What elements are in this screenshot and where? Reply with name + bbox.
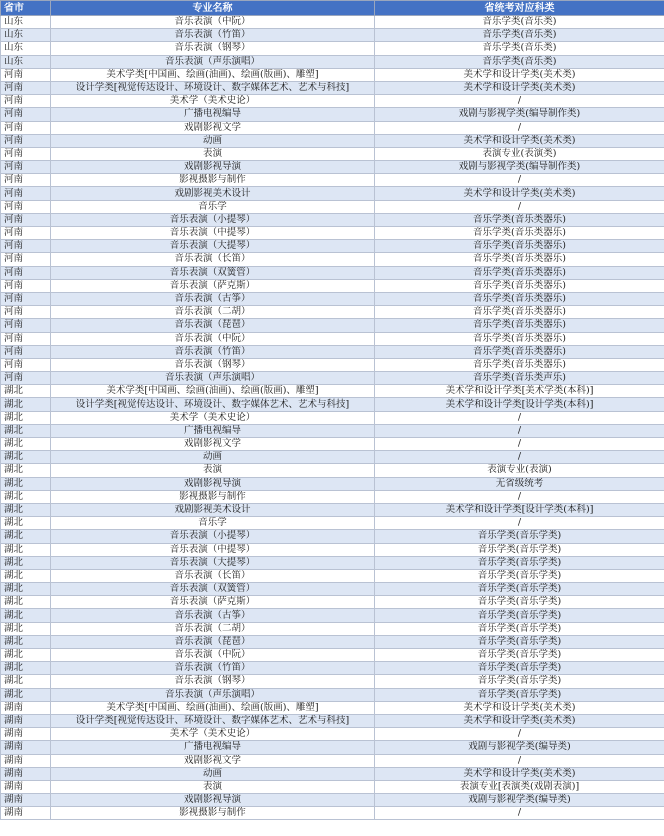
province-cell: 山东: [1, 16, 51, 29]
table-row: [1, 319, 664, 332]
province-cell: 湖北: [1, 596, 51, 609]
subject-cell: 美术学和设计学类(美术类): [375, 714, 664, 727]
table-row: [1, 622, 664, 635]
province-cell: 河南: [1, 213, 51, 226]
subject-cell: /: [375, 411, 664, 424]
major-cell: 音乐表演（声乐演唱）: [51, 688, 375, 701]
subject-cell: 音乐学类(音乐类器乐): [375, 306, 664, 319]
subject-cell: 音乐学类(音乐类): [375, 42, 664, 55]
table-row: [1, 398, 664, 411]
table-row: [1, 503, 664, 516]
province-cell: 河南: [1, 358, 51, 371]
table-row: [1, 68, 664, 81]
subject-cell: 表演专业(表演): [375, 464, 664, 477]
subject-cell: 音乐学类(音乐类器乐): [375, 345, 664, 358]
subject-cell: 美术学和设计学类(美术类): [375, 68, 664, 81]
major-cell: 影视摄影与制作: [51, 490, 375, 503]
province-cell: 河南: [1, 147, 51, 160]
subject-cell: /: [375, 754, 664, 767]
major-cell: 音乐表演（中阮）: [51, 16, 375, 29]
province-cell: 湖北: [1, 424, 51, 437]
subject-cell: 音乐学类(音乐学类): [375, 596, 664, 609]
major-cell: 设计学类[视觉传达设计、环境设计、数字媒体艺术、艺术与科技]: [51, 714, 375, 727]
major-cell: 音乐学: [51, 517, 375, 530]
table-row: [1, 596, 664, 609]
table-row: [1, 807, 664, 820]
major-cell: 设计学类[视觉传达设计、环境设计、数字媒体艺术、艺术与科技]: [51, 81, 375, 94]
province-cell: 湖北: [1, 622, 51, 635]
table-row: [1, 780, 664, 793]
table-row: [1, 609, 664, 622]
province-cell: 湖南: [1, 754, 51, 767]
table-row: [1, 29, 664, 42]
table-row: [1, 332, 664, 345]
table-row: [1, 279, 664, 292]
table-row: [1, 213, 664, 226]
major-cell: 戏剧影视文学: [51, 754, 375, 767]
table-row: [1, 662, 664, 675]
table-row: [1, 583, 664, 596]
table-row: [1, 569, 664, 582]
table-row: [1, 372, 664, 385]
major-cell: 音乐表演（钢琴）: [51, 675, 375, 688]
subject-cell: 音乐学类(音乐学类): [375, 556, 664, 569]
major-cell: 广播电视编导: [51, 108, 375, 121]
major-cell: 动画: [51, 767, 375, 780]
major-cell: 表演: [51, 780, 375, 793]
table-row: [1, 306, 664, 319]
table-row: [1, 767, 664, 780]
table-row: [1, 358, 664, 371]
subject-cell: 美术学和设计学类(美术类): [375, 767, 664, 780]
major-cell: 音乐表演（声乐演唱）: [51, 55, 375, 68]
subject-cell: 音乐学类(音乐类): [375, 29, 664, 42]
table-row: [1, 253, 664, 266]
subject-cell: 音乐学类(音乐类): [375, 55, 664, 68]
major-cell: 音乐表演（琵琶）: [51, 319, 375, 332]
subject-cell: 音乐学类(音乐学类): [375, 662, 664, 675]
table-row: [1, 543, 664, 556]
table-row: [1, 741, 664, 754]
table-row: [1, 161, 664, 174]
major-cell: 戏剧影视美术设计: [51, 503, 375, 516]
table-row: [1, 345, 664, 358]
province-cell: 湖北: [1, 556, 51, 569]
table-row: [1, 701, 664, 714]
subject-cell: 美术学和设计学类[设计学类(本科)]: [375, 398, 664, 411]
province-cell: 湖南: [1, 741, 51, 754]
table-row: [1, 147, 664, 160]
province-cell: 湖北: [1, 385, 51, 398]
major-cell: 广播电视编导: [51, 424, 375, 437]
major-cell: 表演: [51, 147, 375, 160]
subject-cell: /: [375, 200, 664, 213]
province-cell: 河南: [1, 345, 51, 358]
province-cell: 湖北: [1, 583, 51, 596]
province-cell: 湖南: [1, 807, 51, 820]
subject-cell: 音乐学类(音乐类): [375, 16, 664, 29]
subject-cell: 戏剧与影视学类(编导类): [375, 794, 664, 807]
table-row: [1, 517, 664, 530]
table-row: [1, 81, 664, 94]
table-row: [1, 227, 664, 240]
table-header-row: [1, 1, 664, 16]
table-row: [1, 292, 664, 305]
table-row: [1, 675, 664, 688]
province-cell: 河南: [1, 134, 51, 147]
major-cell: 广播电视编导: [51, 741, 375, 754]
major-cell: 音乐表演（古筝）: [51, 609, 375, 622]
subject-cell: 音乐学类(音乐学类): [375, 609, 664, 622]
subject-cell: 戏剧与影视学类(编导制作类): [375, 108, 664, 121]
subject-cell: 音乐学类(音乐类器乐): [375, 332, 664, 345]
major-cell: 戏剧影视文学: [51, 438, 375, 451]
major-cell: 音乐表演（竹笛）: [51, 662, 375, 675]
subject-cell: 音乐学类(音乐类器乐): [375, 253, 664, 266]
table-row: [1, 16, 664, 29]
province-cell: 湖南: [1, 728, 51, 741]
province-cell: 河南: [1, 227, 51, 240]
province-cell: 湖北: [1, 464, 51, 477]
subject-cell: /: [375, 174, 664, 187]
province-cell: 河南: [1, 95, 51, 108]
subject-cell: 美术学和设计学类[设计学类(本科)]: [375, 503, 664, 516]
table-row: [1, 464, 664, 477]
province-cell: 河南: [1, 121, 51, 134]
subject-cell: 音乐学类(音乐类器乐): [375, 213, 664, 226]
province-cell: 河南: [1, 306, 51, 319]
major-cell: 音乐表演（钢琴）: [51, 358, 375, 371]
major-cell: 音乐表演（小提琴）: [51, 530, 375, 543]
major-cell: 音乐表演（双簧管）: [51, 266, 375, 279]
major-cell: 音乐表演（琵琶）: [51, 635, 375, 648]
major-cell: 音乐表演（竹笛）: [51, 345, 375, 358]
subject-cell: /: [375, 517, 664, 530]
major-cell: 音乐表演（小提琴）: [51, 213, 375, 226]
table-row: [1, 688, 664, 701]
subject-cell: 音乐学类(音乐类器乐): [375, 279, 664, 292]
province-cell: 河南: [1, 279, 51, 292]
major-cell: 音乐表演（中阮）: [51, 649, 375, 662]
header-subject: 省统考对应科类: [375, 1, 664, 16]
major-cell: 音乐表演（竹笛）: [51, 29, 375, 42]
province-cell: 湖北: [1, 543, 51, 556]
province-cell: 河南: [1, 108, 51, 121]
major-cell: 戏剧影视文学: [51, 121, 375, 134]
subject-cell: 表演专业[表演类(戏剧表演)]: [375, 780, 664, 793]
province-cell: 湖北: [1, 635, 51, 648]
table-row: [1, 794, 664, 807]
major-cell: 动画: [51, 451, 375, 464]
major-cell: 影视摄影与制作: [51, 807, 375, 820]
province-cell: 湖北: [1, 477, 51, 490]
subject-cell: 美术学和设计学类(美术类): [375, 134, 664, 147]
major-cell: 音乐表演（大提琴）: [51, 240, 375, 253]
subject-cell: 音乐学类(音乐类器乐): [375, 292, 664, 305]
table-row: [1, 187, 664, 200]
table-row: [1, 754, 664, 767]
province-cell: 湖南: [1, 701, 51, 714]
table-body: [1, 16, 664, 820]
major-cell: 戏剧影视美术设计: [51, 187, 375, 200]
subject-cell: 无省级统考: [375, 477, 664, 490]
subject-cell: 美术学和设计学类[美术学类(本科)]: [375, 385, 664, 398]
province-cell: 湖北: [1, 649, 51, 662]
subject-cell: 音乐学类(音乐学类): [375, 622, 664, 635]
table-row: [1, 714, 664, 727]
subject-cell: /: [375, 451, 664, 464]
subject-cell: 音乐学类(音乐学类): [375, 543, 664, 556]
province-cell: 湖北: [1, 398, 51, 411]
table-row: [1, 411, 664, 424]
province-cell: 山东: [1, 29, 51, 42]
table-row: [1, 108, 664, 121]
table-row: [1, 424, 664, 437]
header-province: 省市: [1, 1, 51, 16]
subject-cell: 美术学和设计学类(美术类): [375, 701, 664, 714]
subject-cell: 音乐学类(音乐类器乐): [375, 358, 664, 371]
subject-cell: 音乐学类(音乐类声乐): [375, 372, 664, 385]
major-cell: 动画: [51, 134, 375, 147]
major-cell: 美术学类[中国画、绘画(油画)、绘画(版画)、雕塑]: [51, 385, 375, 398]
table-row: [1, 266, 664, 279]
major-cell: 美术学类[中国画、绘画(油画)、绘画(版画)、雕塑]: [51, 68, 375, 81]
province-cell: 湖北: [1, 503, 51, 516]
subject-cell: 音乐学类(音乐类器乐): [375, 319, 664, 332]
major-cell: 音乐表演（声乐演唱）: [51, 372, 375, 385]
table-row: [1, 240, 664, 253]
subject-cell: 音乐学类(音乐学类): [375, 675, 664, 688]
province-cell: 湖北: [1, 662, 51, 675]
table-row: [1, 200, 664, 213]
table-row: [1, 95, 664, 108]
table-row: [1, 728, 664, 741]
subject-cell: /: [375, 807, 664, 820]
major-cell: 音乐表演（萨克斯）: [51, 279, 375, 292]
province-cell: 湖北: [1, 569, 51, 582]
subject-cell: 音乐学类(音乐学类): [375, 583, 664, 596]
province-cell: 河南: [1, 332, 51, 345]
province-cell: 湖北: [1, 451, 51, 464]
province-cell: 湖北: [1, 490, 51, 503]
subject-cell: 音乐学类(音乐学类): [375, 530, 664, 543]
province-cell: 河南: [1, 240, 51, 253]
table-row: [1, 121, 664, 134]
major-cell: 戏剧影视导演: [51, 161, 375, 174]
major-cell: 音乐表演（古筝）: [51, 292, 375, 305]
subject-cell: 音乐学类(音乐类器乐): [375, 240, 664, 253]
subject-cell: 音乐学类(音乐学类): [375, 649, 664, 662]
province-cell: 湖南: [1, 780, 51, 793]
table-row: [1, 530, 664, 543]
major-cell: 音乐表演（双簧管）: [51, 583, 375, 596]
major-cell: 音乐表演（萨克斯）: [51, 596, 375, 609]
table-row: [1, 477, 664, 490]
subject-cell: /: [375, 490, 664, 503]
table-row: [1, 556, 664, 569]
province-cell: 河南: [1, 174, 51, 187]
major-cell: 音乐表演（长笛）: [51, 253, 375, 266]
subject-cell: 美术学和设计学类(美术类): [375, 187, 664, 200]
major-cell: 戏剧影视导演: [51, 477, 375, 490]
table-row: [1, 174, 664, 187]
major-cell: 音乐表演（二胡）: [51, 622, 375, 635]
province-cell: 山东: [1, 42, 51, 55]
major-cell: 音乐表演（中阮）: [51, 332, 375, 345]
table-row: [1, 490, 664, 503]
province-cell: 河南: [1, 266, 51, 279]
table-row: [1, 438, 664, 451]
subject-cell: 音乐学类(音乐学类): [375, 569, 664, 582]
subject-cell: /: [375, 438, 664, 451]
province-cell: 湖北: [1, 517, 51, 530]
subject-cell: 音乐学类(音乐类器乐): [375, 227, 664, 240]
province-cell: 湖北: [1, 438, 51, 451]
subject-cell: 音乐学类(音乐类器乐): [375, 266, 664, 279]
province-cell: 河南: [1, 200, 51, 213]
subject-cell: /: [375, 121, 664, 134]
province-cell: 湖北: [1, 530, 51, 543]
province-cell: 湖南: [1, 714, 51, 727]
subject-cell: /: [375, 728, 664, 741]
table-row: [1, 385, 664, 398]
major-cell: 表演: [51, 464, 375, 477]
subject-cell: /: [375, 95, 664, 108]
province-cell: 湖南: [1, 767, 51, 780]
table-row: [1, 635, 664, 648]
province-cell: 湖北: [1, 675, 51, 688]
province-cell: 湖北: [1, 609, 51, 622]
major-cell: 音乐表演（大提琴）: [51, 556, 375, 569]
province-cell: 山东: [1, 55, 51, 68]
table-row: [1, 134, 664, 147]
table-row: [1, 649, 664, 662]
table-row: [1, 55, 664, 68]
major-cell: 音乐表演（中提琴）: [51, 227, 375, 240]
major-cell: 影视摄影与制作: [51, 174, 375, 187]
major-cell: 美术学类[中国画、绘画(油画)、绘画(版画)、雕塑]: [51, 701, 375, 714]
province-cell: 河南: [1, 292, 51, 305]
header-major: 专业名称: [51, 1, 375, 16]
table-row: [1, 42, 664, 55]
major-cell: 音乐表演（钢琴）: [51, 42, 375, 55]
province-cell: 河南: [1, 161, 51, 174]
province-cell: 河南: [1, 319, 51, 332]
major-cell: 美术学（美术史论）: [51, 411, 375, 424]
major-cell: 美术学（美术史论）: [51, 95, 375, 108]
major-cell: 戏剧影视导演: [51, 794, 375, 807]
province-cell: 河南: [1, 81, 51, 94]
province-cell: 河南: [1, 187, 51, 200]
province-cell: 河南: [1, 372, 51, 385]
major-cell: 音乐表演（二胡）: [51, 306, 375, 319]
subject-cell: /: [375, 424, 664, 437]
major-cell: 音乐表演（中提琴）: [51, 543, 375, 556]
province-cell: 河南: [1, 253, 51, 266]
subject-cell: 音乐学类(音乐学类): [375, 688, 664, 701]
table-row: [1, 451, 664, 464]
subject-cell: 戏剧与影视学类(编导类): [375, 741, 664, 754]
province-cell: 湖南: [1, 794, 51, 807]
subject-cell: 表演专业(表演类): [375, 147, 664, 160]
province-cell: 湖北: [1, 411, 51, 424]
province-cell: 湖北: [1, 688, 51, 701]
subject-cell: 戏剧与影视学类(编导制作类): [375, 161, 664, 174]
major-cell: 美术学（美术史论）: [51, 728, 375, 741]
major-cell: 音乐学: [51, 200, 375, 213]
major-cell: 音乐表演（长笛）: [51, 569, 375, 582]
major-cell: 设计学类[视觉传达设计、环境设计、数字媒体艺术、艺术与科技]: [51, 398, 375, 411]
province-cell: 河南: [1, 68, 51, 81]
subject-cell: 美术学和设计学类(美术类): [375, 81, 664, 94]
subject-cell: 音乐学类(音乐学类): [375, 635, 664, 648]
